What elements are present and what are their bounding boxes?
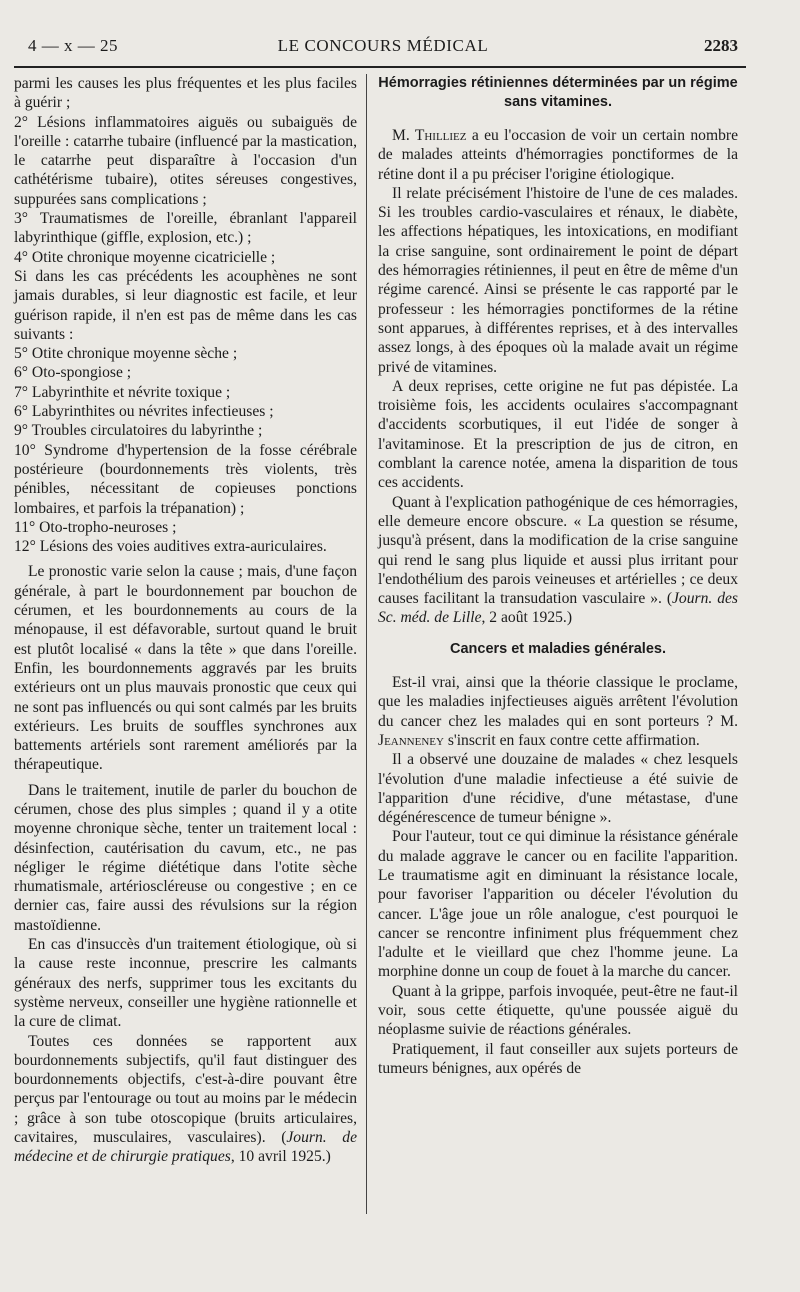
page-header bbox=[28, 36, 738, 64]
column-divider bbox=[366, 74, 367, 1214]
paragraph: Quant à l'explication pathogénique de ces hémorragies, elle demeure encore obscure. « La question se résume, jusqu'à présent, dans la modification de la crise sanguine qui rend le sang plus liquide et aussi plus irritant pour l'endothélium des parois veineuses et artérielles ; ce deux causes facilitant la transudation vasculaire ». (Journ. des Sc. méd. de Lille, 2 août 1925.) bbox=[378, 493, 738, 627]
paragraph-text: s'inscrit en faux contre cette affirmation. bbox=[443, 731, 700, 749]
paragraph-text: Est-il vrai, ainsi que la théorie classique le proclame, que les maladies injfectieuses aiguës arrêtent l'évolution du cancer chez les malades qui en sont porteurs ? M. bbox=[378, 674, 738, 730]
list-item: 10° Syndrome d'hypertension de la fosse cérébrale postérieure (bourdonnements très violents, très pénibles, nécessitant de copieuses ponctions lombaires, et parfois la trépanation) ; bbox=[14, 441, 357, 517]
list-item: 6° Oto-spongiose ; bbox=[14, 364, 132, 382]
paragraph: En cas d'insuccès d'un traitement étiologique, où si la cause reste inconnue, prescrire les calmants généraux des nerfs, supprimer tous les excitants du système nerveux, conseiller une hygiène rationnelle et la cure de climat. bbox=[14, 936, 357, 1031]
paragraph-text: Toutes ces données se rapportent aux bourdonnements subjectifs, qu'il faut distinguer des bourdonnements objectifs, c'est-à-dire pouvant être perçus par l'entourage ou tout au moins par le médecin ; grâce à son tube otoscopique (bruits articulaires, cavitaires, musculaires, vasculaires). bbox=[14, 1032, 357, 1147]
paragraph: Si dans les cas précédents les acouphènes ne sont jamais durables, si leur diagnostic est facile, et leur guérison rapide, il n'en est pas de même dans les cas suivants : bbox=[14, 267, 357, 343]
issue-number: 4 — x — 25 bbox=[28, 36, 118, 55]
paragraph: Quant à la grippe, parfois invoquée, peut-être ne faut-il voir, sous cette étiquette, qu'une poussée aiguë du néoplasme suivie de réactions générales. bbox=[378, 982, 738, 1039]
right-column bbox=[378, 74, 738, 1078]
paragraph bbox=[378, 126, 738, 184]
list-item: 12° Lésions des voies auditives extra-auriculaires. bbox=[14, 538, 327, 556]
citation-source: Journ. des Sc. méd. de Lille bbox=[378, 590, 738, 627]
journal-title: LE CONCOURS MÉDICAL bbox=[277, 36, 489, 55]
paragraph: Pratiquement, il faut conseiller aux sujets porteurs de tumeurs bénignes, aux opérés de bbox=[378, 1040, 738, 1077]
list-item: 11° Oto-tropho-neuroses ; bbox=[14, 518, 177, 536]
paragraph: Toutes ces données se rapportent aux bourdonnements subjectifs, qu'il faut distinguer des bourdonnements objectifs, c'est-à-dire pouvant être perçus par l'entourage ou tout au moins par le médecin ; grâce à son tube otoscopique (bruits articulaires, cavitaires, musculaires, vasculaires). (Journ. de médecine et de chirurgie pratiques, 10 avril 1925.) bbox=[14, 1032, 357, 1166]
paragraph: A deux reprises, cette origine ne fut pas dépistée. La troisième fois, les accidents oculaires s'accompagnant d'accidents scorbutiques, il eut l'idée de songer à l'avitaminose. Et la prescription de jus de citron, en comblant la carence notée, amena la disparition de tous ces accidents. bbox=[378, 377, 738, 492]
section-title: Cancers et maladies générales. bbox=[449, 640, 666, 657]
list-item: 2° Lésions inflammatoires aiguës ou subaiguës de l'oreille : catarrhe tubaire (influencé par la mastication, le catarrhe peut disparaître à l'occasion d'un cathétérisme tubaire), otites séreuses congestives, suppurées sans complications ; bbox=[14, 113, 357, 208]
paragraph-text: Quant à l'explication pathogénique de ces hémorragies, elle demeure encore obscure. « La question se résume, jusqu'à présent, dans la modification de la crise sanguine qui rend le sang plus liquide et aussi plus irritant pour l'endothélium des parois veineuses et artérielles ; ce deux causes facilitant la transudation vasculaire ». bbox=[378, 493, 738, 608]
paragraph bbox=[378, 673, 738, 750]
left-column bbox=[14, 74, 357, 1167]
paragraph: Il a observé une douzaine de malades « chez lesquels l'évolution d'une maladie infectieuse a été suivie de l'apparition d'une récidive, d'une métastase, d'une dégénérescence de tumeur bénigne ». bbox=[378, 751, 738, 827]
page-number: 2283 bbox=[704, 36, 738, 55]
paragraph-text: a eu l'occasion de voir un certain nombre de malades atteints d'hémorragies ponctiformes de la rétine dont il a pu préciser l'origine étiologique. bbox=[378, 127, 738, 183]
list-item: 7° Labyrinthite et névrite toxique ; bbox=[14, 383, 231, 401]
paragraph: Dans le traitement, inutile de parler du bouchon de cérumen, chose des plus simples ; quand il y a otite moyenne chronique sèche, tenter un traitement local : désinfection, cautérisation du cavum, etc., ne pas négliger le régime diététique dans l'otite sèche rhumatismale, artérioscléreuse ou congestive ; en ce dernier cas, faire aussi des révulsions sur la région mastoïdienne. bbox=[14, 781, 357, 934]
author-name: M. Thilliez bbox=[392, 127, 467, 144]
author-name: Jeanneney bbox=[378, 731, 444, 749]
list-item: 3° Traumatismes de l'oreille, ébranlant l'appareil labyrinthique (giffle, explosion, etc.) ; bbox=[14, 210, 357, 247]
list-item: 6° Labyrinthites ou névrites infectieuses ; bbox=[14, 403, 274, 421]
list-item: 4° Otite chronique moyenne cicatricielle ; bbox=[14, 248, 276, 266]
paragraph: Pour l'auteur, tout ce qui diminue la résistance générale du malade aggrave le cancer ou en facilite l'apparition. Le traumatisme agit en diminuant la résistance locale, pour favoriser l'apparition ou déceler l'évolution du cancer. L'âge joue un rôle analogue, c'est pourquoi le cancer se rencontre infiniment plus fréquemment chez l'adulte et le vieillard que chez l'homme jeune. La morphine donne un coup de fouet à la marche du cancer. bbox=[378, 828, 738, 981]
citation-date: , 10 avril 1925.) bbox=[230, 1148, 331, 1166]
list-item: 5° Otite chronique moyenne sèche ; bbox=[14, 345, 238, 363]
header-rule bbox=[14, 66, 746, 68]
list-item: 9° Troubles circulatoires du labyrinthe ; bbox=[14, 422, 263, 440]
paragraph: Il relate précisément l'histoire de l'une de ces malades. Si les troubles cardio-vasculaires et rénaux, le diabète, les affections hépatiques, les intoxications, en modifiant la crise sanguine, sont ordinairement le point de départ des hémorragies rétiniennes, il peut en être de même d'un régime carencé. Ainsi se présente le cas rapporté par le professeur : les hémorragies ponctiformes de la rétine sont apparues, à différentes reprises, et à des intervalles assez longs, à des époques où la malade avait un régime privé de vitamines. bbox=[378, 184, 738, 376]
citation-date: , 2 août 1925.) bbox=[481, 609, 573, 627]
paragraph: Le pronostic varie selon la cause ; mais, d'une façon générale, à part le bourdonnement par bouchon de cérumen, et les bourdonnements au cours de la ménopause, il est défavorable, surtout quand le bruit est plutôt localisé « dans la tête » que dans l'oreille. Enfin, les bourdonnements aggravés par les bruits extérieurs ont un plus mauvais pronostic que ceux qui ne sont pas influencés ou qui sont calmés par les bruits extérieurs. Les bruits de souffles synchrones aux battements artériels sont rarement améliorés par la thérapeutique. bbox=[14, 563, 357, 774]
article-title: Hémorragies rétiniennes déterminées par un régime sans vitamines. bbox=[378, 75, 738, 110]
citation-source: Journ. de médecine et de chirurgie pratiques bbox=[14, 1129, 357, 1166]
paragraph: parmi les causes les plus fréquentes et les plus faciles à guérir ; bbox=[14, 75, 357, 112]
